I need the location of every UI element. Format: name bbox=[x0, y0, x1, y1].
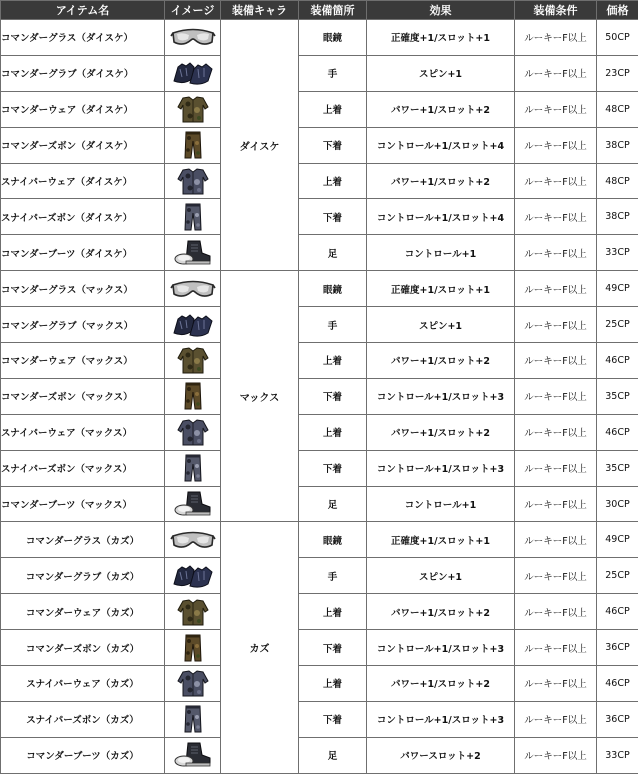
slot-cell: 足 bbox=[299, 737, 367, 773]
item-name-cell: コマンダーグラス（マックス） bbox=[1, 271, 165, 307]
table-row bbox=[1, 91, 638, 127]
item-image-cell bbox=[165, 307, 221, 343]
table-row bbox=[1, 20, 638, 56]
item-name-cell: コマンダーグラブ（マックス） bbox=[1, 307, 165, 343]
price-cell: 50CP bbox=[597, 20, 638, 56]
price-cell: 48CP bbox=[597, 91, 638, 127]
effect-cell: コントロール+1/スロット+4 bbox=[367, 199, 515, 235]
gloves-icon bbox=[170, 562, 216, 590]
item-name-cell: スナイパーズボン（カズ） bbox=[1, 701, 165, 737]
table-row bbox=[1, 307, 638, 343]
slot-cell: 下着 bbox=[299, 701, 367, 737]
condition-cell: ルーキーF以上 bbox=[515, 630, 597, 666]
price-cell: 23CP bbox=[597, 55, 638, 91]
table-header bbox=[1, 1, 638, 20]
condition-cell: ルーキーF以上 bbox=[515, 163, 597, 199]
table-row bbox=[1, 343, 638, 379]
price-cell: 25CP bbox=[597, 307, 638, 343]
table-row bbox=[1, 55, 638, 91]
price-cell: 30CP bbox=[597, 486, 638, 522]
header-condition: 装備条件 bbox=[515, 1, 597, 20]
table-row bbox=[1, 701, 638, 737]
effect-cell: コントロール+1/スロット+4 bbox=[367, 127, 515, 163]
table-row bbox=[1, 414, 638, 450]
slot-cell: 眼鏡 bbox=[299, 20, 367, 56]
effect-cell: コントロール+1 bbox=[367, 486, 515, 522]
condition-cell: ルーキーF以上 bbox=[515, 271, 597, 307]
item-image-cell bbox=[165, 558, 221, 594]
condition-cell: ルーキーF以上 bbox=[515, 378, 597, 414]
effect-cell: スピン+1 bbox=[367, 307, 515, 343]
table-row bbox=[1, 199, 638, 235]
condition-cell: ルーキーF以上 bbox=[515, 737, 597, 773]
sniper-pants-icon bbox=[170, 454, 216, 482]
item-image-cell bbox=[165, 343, 221, 379]
item-image-cell bbox=[165, 20, 221, 56]
condition-cell: ルーキーF以上 bbox=[515, 666, 597, 702]
condition-cell: ルーキーF以上 bbox=[515, 307, 597, 343]
condition-cell: ルーキーF以上 bbox=[515, 55, 597, 91]
slot-cell: 眼鏡 bbox=[299, 271, 367, 307]
condition-cell: ルーキーF以上 bbox=[515, 235, 597, 271]
effect-cell: スピン+1 bbox=[367, 558, 515, 594]
item-image-cell bbox=[165, 522, 221, 558]
item-name-cell: コマンダーブーツ（ダイスケ） bbox=[1, 235, 165, 271]
item-image-cell bbox=[165, 450, 221, 486]
price-cell: 48CP bbox=[597, 163, 638, 199]
condition-cell: ルーキーF以上 bbox=[515, 91, 597, 127]
item-name-cell: スナイパーズボン（マックス） bbox=[1, 450, 165, 486]
item-name-cell: スナイパーズボン（ダイスケ） bbox=[1, 199, 165, 235]
item-name-cell: スナイパーウェア（カズ） bbox=[1, 666, 165, 702]
price-cell: 46CP bbox=[597, 414, 638, 450]
table-row bbox=[1, 271, 638, 307]
item-image-cell bbox=[165, 55, 221, 91]
effect-cell: コントロール+1/スロット+3 bbox=[367, 450, 515, 486]
glasses-icon bbox=[170, 526, 216, 554]
header-slot: 装備箇所 bbox=[299, 1, 367, 20]
boots-icon bbox=[170, 741, 216, 769]
gloves-icon bbox=[170, 311, 216, 339]
item-image-cell bbox=[165, 271, 221, 307]
effect-cell: 正確度+1/スロット+1 bbox=[367, 20, 515, 56]
item-name-cell: コマンダーグラブ（ダイスケ） bbox=[1, 55, 165, 91]
effect-cell: 正確度+1/スロット+1 bbox=[367, 271, 515, 307]
camo-jacket-icon bbox=[170, 598, 216, 626]
camo-pants-icon bbox=[170, 382, 216, 410]
effect-cell: コントロール+1/スロット+3 bbox=[367, 630, 515, 666]
slot-cell: 手 bbox=[299, 55, 367, 91]
item-image-cell bbox=[165, 701, 221, 737]
slot-cell: 上着 bbox=[299, 414, 367, 450]
effect-cell: コントロール+1 bbox=[367, 235, 515, 271]
item-image-cell bbox=[165, 163, 221, 199]
slot-cell: 下着 bbox=[299, 630, 367, 666]
item-name-cell: コマンダーズボン（マックス） bbox=[1, 378, 165, 414]
condition-cell: ルーキーF以上 bbox=[515, 486, 597, 522]
item-name-cell: コマンダーブーツ（カズ） bbox=[1, 737, 165, 773]
price-cell: 33CP bbox=[597, 737, 638, 773]
sniper-jacket-icon bbox=[170, 418, 216, 446]
price-cell: 38CP bbox=[597, 127, 638, 163]
table-row bbox=[1, 127, 638, 163]
item-name-cell: スナイパーウェア（ダイスケ） bbox=[1, 163, 165, 199]
item-image-cell bbox=[165, 127, 221, 163]
price-cell: 38CP bbox=[597, 199, 638, 235]
price-cell: 46CP bbox=[597, 594, 638, 630]
slot-cell: 手 bbox=[299, 558, 367, 594]
effect-cell: パワー+1/スロット+2 bbox=[367, 91, 515, 127]
slot-cell: 下着 bbox=[299, 199, 367, 235]
slot-cell: 上着 bbox=[299, 594, 367, 630]
table-row bbox=[1, 378, 638, 414]
slot-cell: 足 bbox=[299, 235, 367, 271]
character-cell: カズ bbox=[221, 522, 299, 773]
condition-cell: ルーキーF以上 bbox=[515, 127, 597, 163]
table-row bbox=[1, 522, 638, 558]
effect-cell: 正確度+1/スロット+1 bbox=[367, 522, 515, 558]
item-image-cell bbox=[165, 414, 221, 450]
header-image: イメージ bbox=[165, 1, 221, 20]
camo-pants-icon bbox=[170, 131, 216, 159]
effect-cell: パワー+1/スロット+2 bbox=[367, 414, 515, 450]
slot-cell: 下着 bbox=[299, 450, 367, 486]
condition-cell: ルーキーF以上 bbox=[515, 343, 597, 379]
condition-cell: ルーキーF以上 bbox=[515, 522, 597, 558]
table-row bbox=[1, 486, 638, 522]
item-name-cell: コマンダーズボン（カズ） bbox=[1, 630, 165, 666]
item-name-cell: コマンダーブーツ（マックス） bbox=[1, 486, 165, 522]
price-cell: 49CP bbox=[597, 522, 638, 558]
boots-icon bbox=[170, 239, 216, 267]
item-image-cell bbox=[165, 235, 221, 271]
condition-cell: ルーキーF以上 bbox=[515, 20, 597, 56]
sniper-pants-icon bbox=[170, 203, 216, 231]
slot-cell: 上着 bbox=[299, 666, 367, 702]
condition-cell: ルーキーF以上 bbox=[515, 594, 597, 630]
item-image-cell bbox=[165, 737, 221, 773]
slot-cell: 手 bbox=[299, 307, 367, 343]
item-image-cell bbox=[165, 378, 221, 414]
effect-cell: パワー+1/スロット+2 bbox=[367, 594, 515, 630]
slot-cell: 下着 bbox=[299, 378, 367, 414]
header-row bbox=[1, 1, 638, 20]
boots-icon bbox=[170, 490, 216, 518]
item-image-cell bbox=[165, 486, 221, 522]
sniper-jacket-icon bbox=[170, 167, 216, 195]
condition-cell: ルーキーF以上 bbox=[515, 199, 597, 235]
effect-cell: パワー+1/スロット+2 bbox=[367, 343, 515, 379]
slot-cell: 足 bbox=[299, 486, 367, 522]
condition-cell: ルーキーF以上 bbox=[515, 558, 597, 594]
effect-cell: パワースロット+2 bbox=[367, 737, 515, 773]
slot-cell: 下着 bbox=[299, 127, 367, 163]
header-effect: 効果 bbox=[367, 1, 515, 20]
price-cell: 49CP bbox=[597, 271, 638, 307]
price-cell: 25CP bbox=[597, 558, 638, 594]
price-cell: 36CP bbox=[597, 630, 638, 666]
gloves-icon bbox=[170, 59, 216, 87]
table-body bbox=[1, 20, 638, 774]
price-cell: 35CP bbox=[597, 450, 638, 486]
price-cell: 36CP bbox=[597, 701, 638, 737]
condition-cell: ルーキーF以上 bbox=[515, 701, 597, 737]
item-name-cell: コマンダーウェア（ダイスケ） bbox=[1, 91, 165, 127]
character-cell: ダイスケ bbox=[221, 20, 299, 271]
price-cell: 35CP bbox=[597, 378, 638, 414]
table-row bbox=[1, 235, 638, 271]
sniper-jacket-icon bbox=[170, 669, 216, 697]
effect-cell: パワー+1/スロット+2 bbox=[367, 163, 515, 199]
condition-cell: ルーキーF以上 bbox=[515, 414, 597, 450]
header-item-name: アイテム名 bbox=[1, 1, 165, 20]
effect-cell: コントロール+1/スロット+3 bbox=[367, 378, 515, 414]
sniper-pants-icon bbox=[170, 705, 216, 733]
header-price: 価格 bbox=[597, 1, 638, 20]
effect-cell: パワー+1/スロット+2 bbox=[367, 666, 515, 702]
camo-pants-icon bbox=[170, 634, 216, 662]
item-image-cell bbox=[165, 594, 221, 630]
item-image-cell bbox=[165, 91, 221, 127]
slot-cell: 上着 bbox=[299, 163, 367, 199]
effect-cell: コントロール+1/スロット+3 bbox=[367, 701, 515, 737]
table-row bbox=[1, 666, 638, 702]
character-cell: マックス bbox=[221, 271, 299, 522]
slot-cell: 上着 bbox=[299, 343, 367, 379]
table-row bbox=[1, 594, 638, 630]
item-name-cell: コマンダーグラス（カズ） bbox=[1, 522, 165, 558]
header-character: 装備キャラ bbox=[221, 1, 299, 20]
slot-cell: 上着 bbox=[299, 91, 367, 127]
item-image-cell bbox=[165, 199, 221, 235]
item-name-cell: コマンダーウェア（マックス） bbox=[1, 343, 165, 379]
table-row bbox=[1, 737, 638, 773]
effect-cell: スピン+1 bbox=[367, 55, 515, 91]
glasses-icon bbox=[170, 275, 216, 303]
item-name-cell: コマンダーズボン（ダイスケ） bbox=[1, 127, 165, 163]
camo-jacket-icon bbox=[170, 95, 216, 123]
table-row bbox=[1, 630, 638, 666]
item-name-cell: コマンダーグラブ（カズ） bbox=[1, 558, 165, 594]
table-row bbox=[1, 163, 638, 199]
table-row bbox=[1, 558, 638, 594]
price-cell: 46CP bbox=[597, 343, 638, 379]
item-name-cell: スナイパーウェア（マックス） bbox=[1, 414, 165, 450]
slot-cell: 眼鏡 bbox=[299, 522, 367, 558]
item-image-cell bbox=[165, 630, 221, 666]
price-cell: 46CP bbox=[597, 666, 638, 702]
item-name-cell: コマンダーグラス（ダイスケ） bbox=[1, 20, 165, 56]
condition-cell: ルーキーF以上 bbox=[515, 450, 597, 486]
table-row bbox=[1, 450, 638, 486]
glasses-icon bbox=[170, 23, 216, 51]
price-cell: 33CP bbox=[597, 235, 638, 271]
item-image-cell bbox=[165, 666, 221, 702]
item-name-cell: コマンダーウェア（カズ） bbox=[1, 594, 165, 630]
camo-jacket-icon bbox=[170, 346, 216, 374]
